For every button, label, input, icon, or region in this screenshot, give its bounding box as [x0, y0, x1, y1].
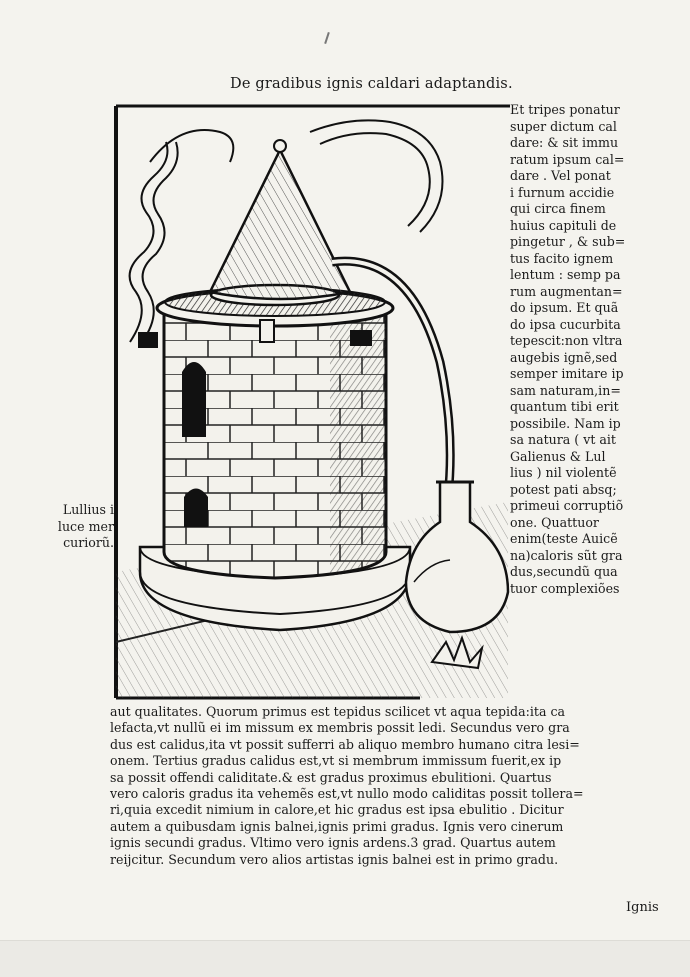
text-line: vero caloris gradus ita vehemẽs est,vt nullo modo caliditas possit tollera=: [110, 786, 584, 802]
text-line: enim(teste Auicẽ: [510, 531, 618, 546]
text-line: quantum tibi erit: [510, 399, 619, 414]
text-line: ri,quia excedit nimium in calore,et hic gradus est ipsa ebulitio . Dicitur: [110, 802, 564, 818]
text-line: autem a quibusdam ignis balnei,ignis primi gradus. Ignis vero cinerum: [110, 818, 564, 834]
text-line: super dictum cal: [510, 118, 617, 134]
text-line: i furnum accidie: [510, 184, 615, 200]
text-line: pingetur , & sub=: [510, 234, 626, 249]
text-line: huius capituli de: [510, 217, 617, 233]
text-line: tus facito ignem: [510, 250, 614, 266]
text-line: do ipsa cucurbita: [510, 316, 621, 332]
text-line: lentum : semp pa: [510, 267, 621, 282]
text-line: sa possit offendi caliditate.& est gradus proximus ebulitioni. Quartus: [110, 769, 552, 785]
text-line: do ipsum. Et quã: [510, 300, 619, 315]
catchword: Ignis: [626, 900, 659, 915]
margin-note-line: curiorũ.: [63, 535, 114, 550]
text-line: semper imitare ip: [510, 366, 624, 381]
text-line: augebis ignẽ,sed: [510, 349, 618, 365]
text-line: onem. Tertius gradus calidus est,vt si membrum immissum fuerit,ex ip: [110, 753, 562, 769]
text-line: ratum ipsum cal=: [510, 151, 625, 167]
text-line: dare . Vel ponat: [510, 168, 611, 183]
ink-mark: [324, 32, 330, 44]
furnace-woodcut-illustration: [110, 102, 514, 702]
text-line: lius ) nil violentẽ: [510, 465, 617, 480]
scan-bottom-edge: [0, 940, 690, 977]
text-line: ignis secundi gradus. Vltimo vero ignis ardens.3 grad. Quartus autem: [110, 835, 556, 851]
text-line: potest pati absq;: [510, 481, 617, 497]
margin-note-line: luce mer: [57, 518, 114, 534]
text-line: aut qualitates. Quorum primus est tepidus scilicet vt aqua tepida:ita ca: [110, 704, 566, 719]
margin-note-line: Lullius i: [62, 502, 114, 517]
text-line: dus,secundũ qua: [510, 564, 618, 579]
text-line: Et tripes ponatur: [510, 102, 620, 117]
text-line: reijcitur. Secundum vero alios artistas ignis balnei est in primo gradu.: [110, 851, 559, 867]
text-line: dus est calidus,ita vt possit sufferri ab aliquo membro humano citra lesi=: [110, 736, 580, 752]
right-column-text: [510, 102, 688, 597]
text-line: qui circa finem: [510, 201, 606, 216]
text-line: one. Quattuor: [510, 514, 599, 530]
text-line: lefacta,vt nullũ ei im missum ex membris possit ledi. Secundus vero gra: [110, 720, 570, 736]
text-line: primeui corruptiõ: [510, 498, 624, 513]
text-line: sam naturam,in=: [510, 382, 621, 398]
text-line: na)caloris sũt gra: [510, 547, 623, 563]
text-line: Galienus & Lul: [510, 448, 606, 464]
text-line: sa natura ( vt ait: [510, 432, 616, 447]
margin-note: [36, 502, 114, 552]
text-line: possibile. Nam ip: [510, 415, 621, 431]
text-line: rum augmentan=: [510, 283, 623, 299]
text-line: tepescit:non vltra: [510, 333, 623, 348]
text-line: dare: & sit immu: [510, 135, 619, 150]
chapter-heading: De gradibus ignis caldari adaptandis.: [230, 76, 513, 92]
body-text: [110, 704, 682, 868]
text-line: tuor complexiões: [510, 580, 620, 596]
